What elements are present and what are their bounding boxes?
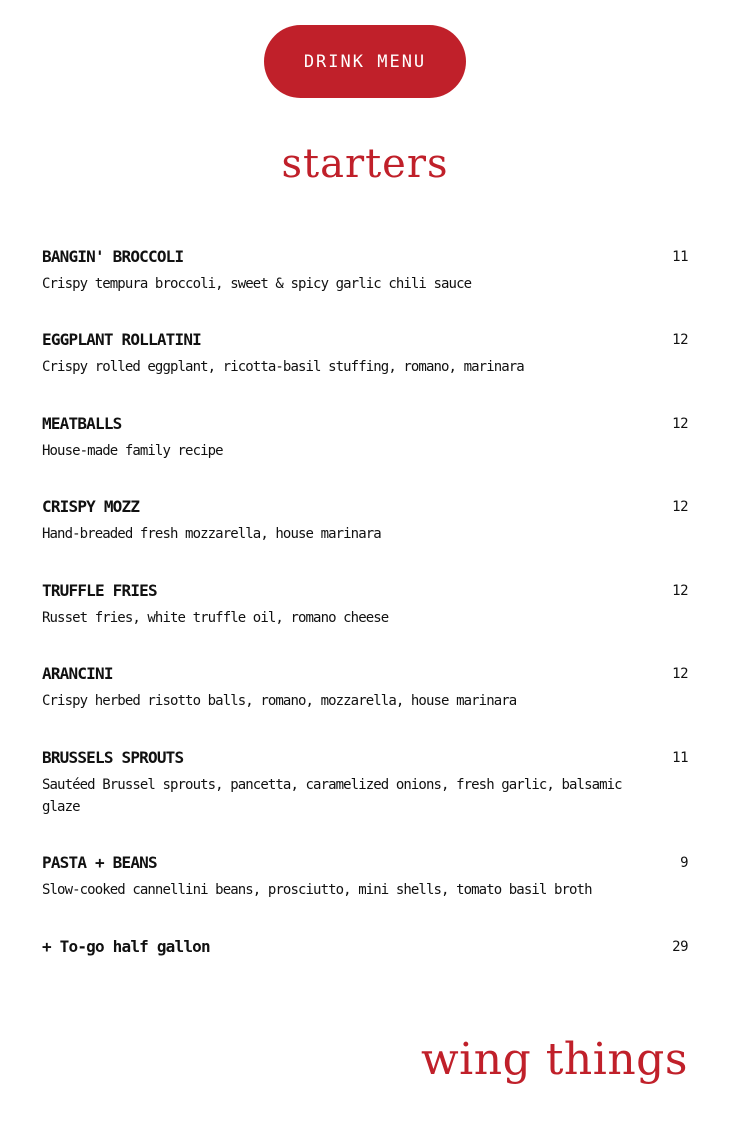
- section-title-wing-things: wing things: [421, 1034, 688, 1085]
- menu-item-to-go-half-gallon: [42, 936, 688, 966]
- item-name: + To-go half gallon: [42, 937, 210, 956]
- menu-item-brussels-sprouts: [42, 747, 688, 852]
- starters-menu-list: [42, 246, 688, 966]
- item-name: BANGIN' BROCCOLI: [42, 247, 184, 266]
- item-name: MEATBALLS: [42, 414, 122, 433]
- menu-item-bangin-broccoli: [42, 246, 688, 329]
- item-description: House-made family recipe: [42, 443, 223, 459]
- item-name: PASTA + BEANS: [42, 853, 157, 872]
- drink-menu-label: DRINK MENU: [303, 51, 427, 72]
- item-name: BRUSSELS SPROUTS: [42, 748, 184, 767]
- item-price: 12: [672, 499, 688, 515]
- item-price: 11: [672, 249, 688, 265]
- menu-item-pasta-beans: [42, 852, 688, 936]
- menu-item-meatballs: [42, 413, 688, 496]
- item-description: Sautéed Brussel sprouts, pancetta, caramelized onions, fresh garlic, balsamic glaze: [42, 777, 622, 815]
- item-description: Russet fries, white truffle oil, romano cheese: [42, 610, 389, 626]
- item-description: Crispy herbed risotto balls, romano, mozzarella, house marinara: [42, 693, 517, 709]
- menu-item-eggplant-rollatini: [42, 329, 688, 413]
- drink-menu-button[interactable]: [264, 25, 466, 98]
- item-price: 12: [672, 416, 688, 432]
- item-description: Slow-cooked cannellini beans, prosciutto, mini shells, tomato basil broth: [42, 882, 592, 898]
- item-description: Crispy rolled eggplant, ricotta-basil stuffing, romano, marinara: [42, 359, 524, 375]
- item-price: 29: [672, 939, 688, 955]
- menu-item-truffle-fries: [42, 580, 688, 663]
- item-name: TRUFFLE FRIES: [42, 581, 157, 600]
- item-price: 9: [680, 855, 688, 871]
- item-price: 11: [672, 750, 688, 766]
- menu-item-crispy-mozz: [42, 496, 688, 580]
- menu-item-arancini: [42, 663, 688, 747]
- item-price: 12: [672, 583, 688, 599]
- item-name: EGGPLANT ROLLATINI: [42, 330, 201, 349]
- item-name: CRISPY MOZZ: [42, 497, 140, 516]
- section-title-starters: starters: [281, 141, 449, 187]
- item-price: 12: [672, 332, 688, 348]
- item-name: ARANCINI: [42, 664, 113, 683]
- item-price: 12: [672, 666, 688, 682]
- item-description: Hand-breaded fresh mozzarella, house marinara: [42, 526, 381, 542]
- item-description: Crispy tempura broccoli, sweet & spicy garlic chili sauce: [42, 276, 472, 292]
